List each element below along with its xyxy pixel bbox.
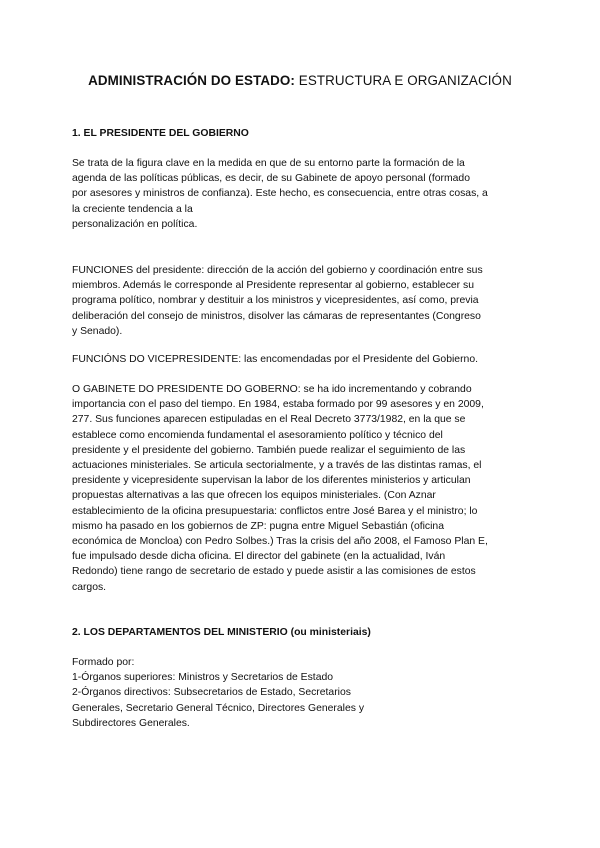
- text-line: presidente y vicepresidente supervisan la labor de los diferentes ministerios y articulan: [72, 475, 471, 487]
- text-line: importancia con el paso del tiempo. En 1984, estaba formado por 99 asesores y en 2009,: [72, 399, 484, 411]
- section-1-paragraph-4: [72, 382, 488, 595]
- text-line: programa político, nombrar y destituir a los ministros y vicepresidentes, así como, previa: [72, 295, 479, 307]
- text-line: establece como encomienda fundamental el asesoramiento político y técnico del: [72, 429, 443, 441]
- text-line: FUNCIÓNS DO VICEPRESIDENTE: las encomendadas por el Presidente del Gobierno.: [72, 354, 478, 365]
- text-line: Formado por:: [72, 657, 135, 668]
- text-line: 1-Órganos superiores: Ministros y Secretarios de Estado: [72, 672, 334, 684]
- text-line: Generales, Secretario General Técnico, Directores Generales y: [72, 702, 365, 714]
- text-line: presidente y el presidente del gobierno. También puede realizar el seguimiento de las: [72, 444, 466, 456]
- text-line: la creciente tendencia a la: [72, 203, 193, 215]
- text-line: deliberación del consejo de ministros, disolver las cámaras de representantes (Congreso: [72, 310, 481, 322]
- text-line: Subdirectores Generales.: [72, 717, 190, 729]
- text-line: económica de Moncloa) con Pedro Solbes.) Tras la crisis del año 2008, el Famoso Plan E,: [72, 536, 488, 548]
- text-line: Se trata de la figura clave en la medida en que de su entorno parte la formación de la: [72, 158, 465, 169]
- text-line: FUNCIONES del presidente: dirección de la acción del gobierno y coordinación entre sus: [72, 265, 483, 276]
- text-line: miembros. Además le corresponde al Presidente representar al gobierno, establecer su: [72, 280, 474, 292]
- text-line: establecimiento de la oficina presupuestaria: conflictos entre José Barea y el ministro; lo: [72, 505, 478, 517]
- text-line: actuaciones ministeriales. Se articula sectorialmente, y a través de las distintas ramas, el: [72, 460, 482, 472]
- section-1-heading: 1. EL PRESIDENTE DEL GOBIERNO: [72, 128, 249, 139]
- text-line: agenda de las políticas públicas, es decir, de su Gabinete de apoyo personal (formado: [72, 173, 470, 185]
- text-line: cargos.: [72, 581, 107, 593]
- section-1-paragraph-3: [72, 352, 478, 367]
- text-line: 277. Sus funciones aparecen estipuladas en el Real Decreto 3773/1982, en la que se: [72, 414, 466, 426]
- title-rest: ESTRUCTURA E ORGANIZACIÓN: [294, 73, 512, 88]
- section-1-paragraph-2: [72, 263, 483, 339]
- text-line: 2-Órganos directivos: Subsecretarios de Estado, Secretarios: [72, 687, 351, 699]
- text-line: Redondo) tiene rango de secretario de estado y puede asistir a las comisiones de estos: [72, 566, 476, 578]
- text-line: fue impulsado desde dicha oficina. El director del gabinete (en la actualidad, Iván: [72, 551, 446, 563]
- section-2-paragraph-1: [72, 655, 364, 731]
- section-1-paragraph-1: [72, 156, 488, 232]
- text-line: personalización en política.: [72, 218, 198, 230]
- text-line: mismo ha pasado en los gobiernos de ZP: pugna entre Miguel Sebastián (oficina: [72, 520, 444, 532]
- text-line: O GABINETE DO PRESIDENTE DO GOBERNO: se ha ido incrementando y cobrando: [72, 384, 472, 395]
- section-2-heading: 2. LOS DEPARTAMENTOS DEL MINISTERIO (ou ministeriais): [72, 627, 371, 638]
- title-bold: ADMINISTRACIÓN DO ESTADO:: [88, 73, 295, 88]
- text-line: por asesores y ministros de confianza). Este hecho, es consecuencia, entre otras cosas, a: [72, 188, 488, 200]
- text-line: y Senado).: [72, 325, 123, 337]
- page-title: [0, 73, 600, 88]
- text-line: propuestas alternativas a las que ofrecen los equipos ministeriales. (Con Aznar: [72, 490, 436, 502]
